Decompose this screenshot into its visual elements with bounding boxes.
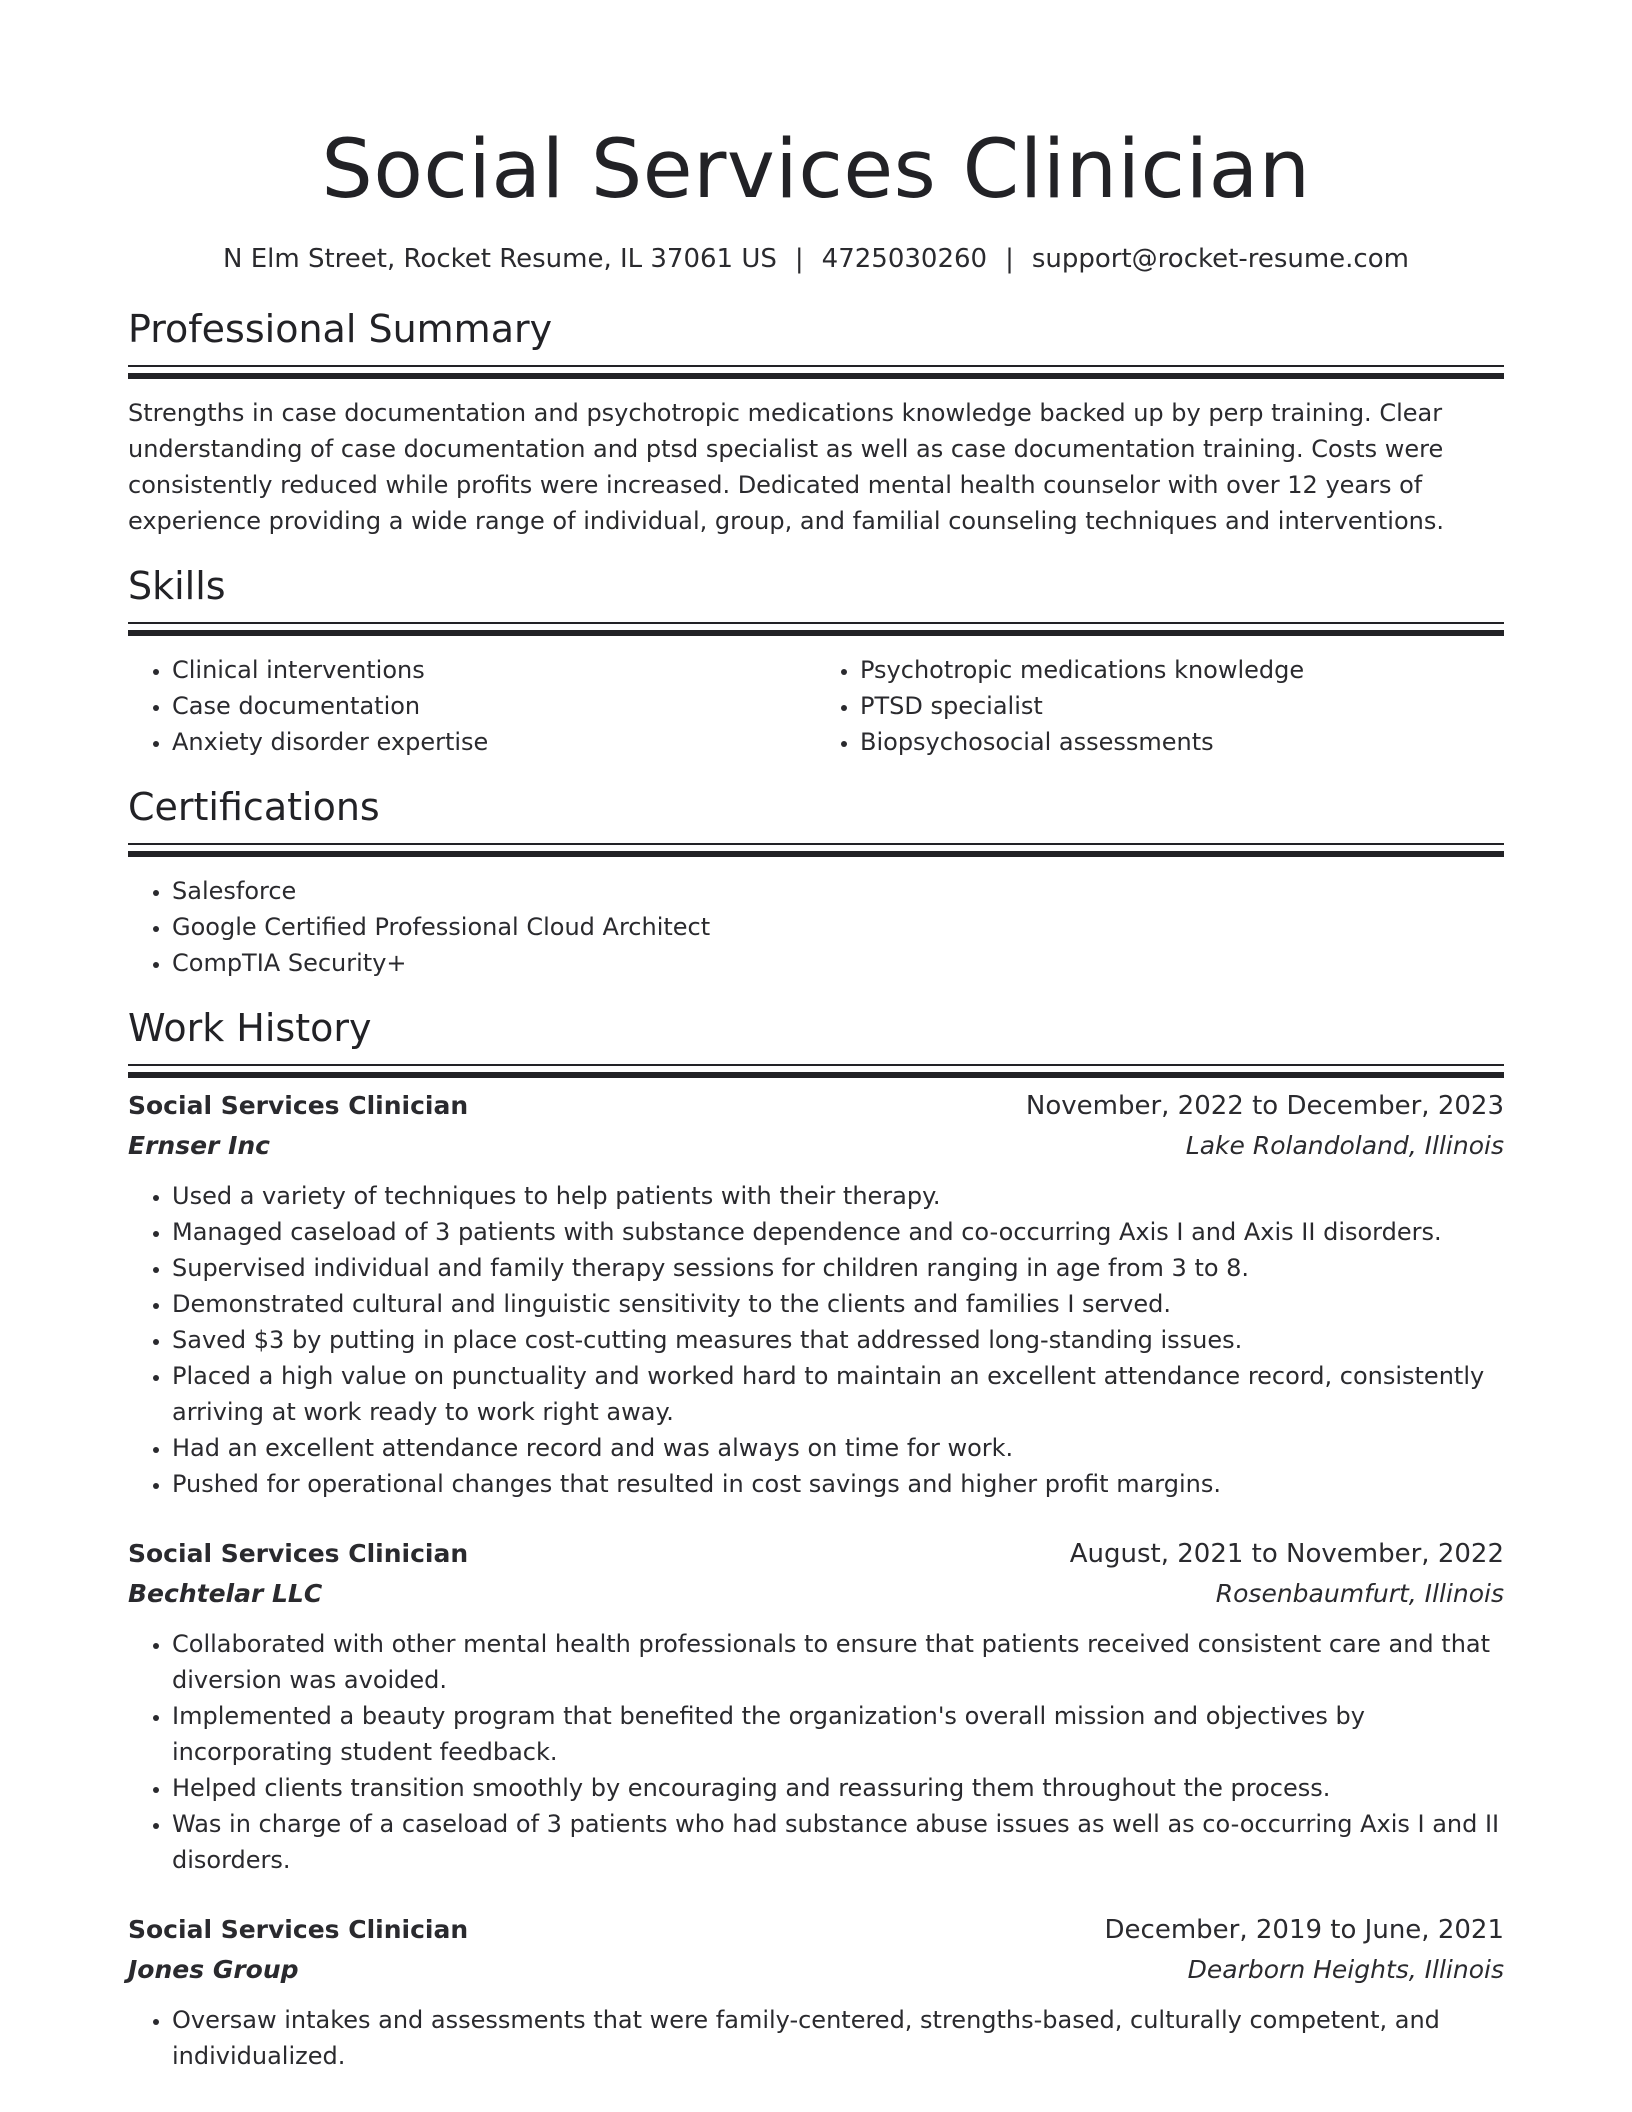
job-bullets [128, 2002, 1504, 2074]
certification-item: • Google Certified Professional Cloud Architect [172, 909, 1504, 945]
section-title-summary: Professional Summary [128, 307, 553, 351]
job-bullet: • Collaborated with other mental health professionals to ensure that patients received consistent care and that diversion was avoided. [172, 1626, 1504, 1698]
job-bullet: • Saved $3 by putting in place cost-cutting measures that addressed long-standing issues. [172, 1322, 1504, 1358]
contact-phone: 4725030260 [821, 244, 988, 274]
section-divider [128, 365, 1504, 379]
job-bullet: • Had an excellent attendance record and was always on time for work. [172, 1430, 1504, 1466]
job-bullet: • Implemented a beauty program that benefited the organization's overall mission and objectives by incorporating student feedback. [172, 1698, 1504, 1770]
certifications-section [128, 782, 1504, 981]
contact-line [128, 242, 1504, 276]
section-title-certifications: Certifications [128, 785, 380, 829]
contact-separator: | [794, 244, 804, 274]
job-company: Bechtelar LLC [128, 1579, 323, 1608]
summary-text: Strengths in case documentation and psychotropic medications knowledge backed up by perp training. Clear understanding of case documentation and ptsd specialist as well as case documentation training. Costs were consistently reduced while profits were increased. Dedicated mental health counselor with over 12 years of experience providing a wide range of individual, group, and familial counseling techniques and interventions. [128, 399, 1444, 535]
job-title: Social Services Clinician [128, 1539, 469, 1568]
summary-section [128, 304, 1504, 539]
skill-item: • Clinical interventions [172, 652, 816, 688]
job-location: Rosenbaumfurt, Illinois [1215, 1579, 1504, 1608]
job-title: Social Services Clinician [128, 1091, 469, 1120]
job-bullet: • Demonstrated cultural and linguistic sensitivity to the clients and families I served. [172, 1286, 1504, 1322]
skills-list-right [816, 652, 1504, 760]
job-entry [128, 1910, 1504, 2074]
job-location: Dearborn Heights, Illinois [1187, 1955, 1504, 1984]
skills-grid [128, 652, 1504, 760]
section-divider [128, 843, 1504, 857]
section-divider [128, 1064, 1504, 1078]
job-title: Social Services Clinician [128, 1915, 469, 1944]
job-location: Lake Rolandoland, Illinois [1185, 1131, 1504, 1160]
work-history-section [128, 1003, 1504, 2074]
section-title-work-history: Work History [128, 1006, 372, 1050]
skill-item: • Psychotropic medications knowledge [860, 652, 1504, 688]
skills-section [128, 561, 1504, 760]
certifications-list [128, 873, 1504, 981]
skill-item: • PTSD specialist [860, 688, 1504, 724]
job-bullet: • Was in charge of a caseload of 3 patients who had substance abuse issues as well as co-occurring Axis I and II disorders. [172, 1806, 1504, 1878]
job-entry [128, 1086, 1504, 1502]
skill-item: • Biopsychosocial assessments [860, 724, 1504, 760]
job-dates: November, 2022 to December, 2023 [1025, 1091, 1504, 1121]
job-dates: December, 2019 to June, 2021 [1104, 1915, 1504, 1945]
job-bullets [128, 1178, 1504, 1502]
job-dates: August, 2021 to November, 2022 [1069, 1539, 1504, 1569]
job-bullet: • Pushed for operational changes that resulted in cost savings and higher profit margins. [172, 1466, 1504, 1502]
contact-separator: | [1005, 244, 1014, 274]
skill-item: • Anxiety disorder expertise [172, 724, 816, 760]
section-divider [128, 622, 1504, 636]
job-bullet: • Helped clients transition smoothly by encouraging and reassuring them throughout the process. [172, 1770, 1504, 1806]
contact-email: support@rocket-resume.com [1031, 244, 1409, 274]
contact-address: N Elm Street, Rocket Resume, IL 37061 US [223, 244, 777, 274]
certification-item: • CompTIA Security+ [172, 945, 1504, 981]
certification-item: • Salesforce [172, 873, 1504, 909]
job-bullet: • Oversaw intakes and assessments that were family-centered, strengths-based, culturally competent, and individualized. [172, 2002, 1504, 2074]
section-title-skills: Skills [128, 564, 226, 608]
skill-item: • Case documentation [172, 688, 816, 724]
job-entry [128, 1534, 1504, 1878]
job-bullet: • Managed caseload of 3 patients with substance dependence and co-occurring Axis I and Axis II disorders. [172, 1214, 1504, 1250]
resume-name: Social Services Clinician [321, 123, 1311, 217]
job-bullet: • Used a variety of techniques to help patients with their therapy. [172, 1178, 1504, 1214]
skills-list-left [128, 652, 816, 760]
job-bullet: • Placed a high value on punctuality and worked hard to maintain an excellent attendance record, consistently arriving at work ready to work right away. [172, 1358, 1504, 1430]
job-bullet: • Supervised individual and family therapy sessions for children ranging in age from 3 to 8. [172, 1250, 1504, 1286]
job-bullets [128, 1626, 1504, 1878]
job-company: Ernser Inc [128, 1131, 270, 1160]
job-company: Jones Group [128, 1955, 299, 1984]
